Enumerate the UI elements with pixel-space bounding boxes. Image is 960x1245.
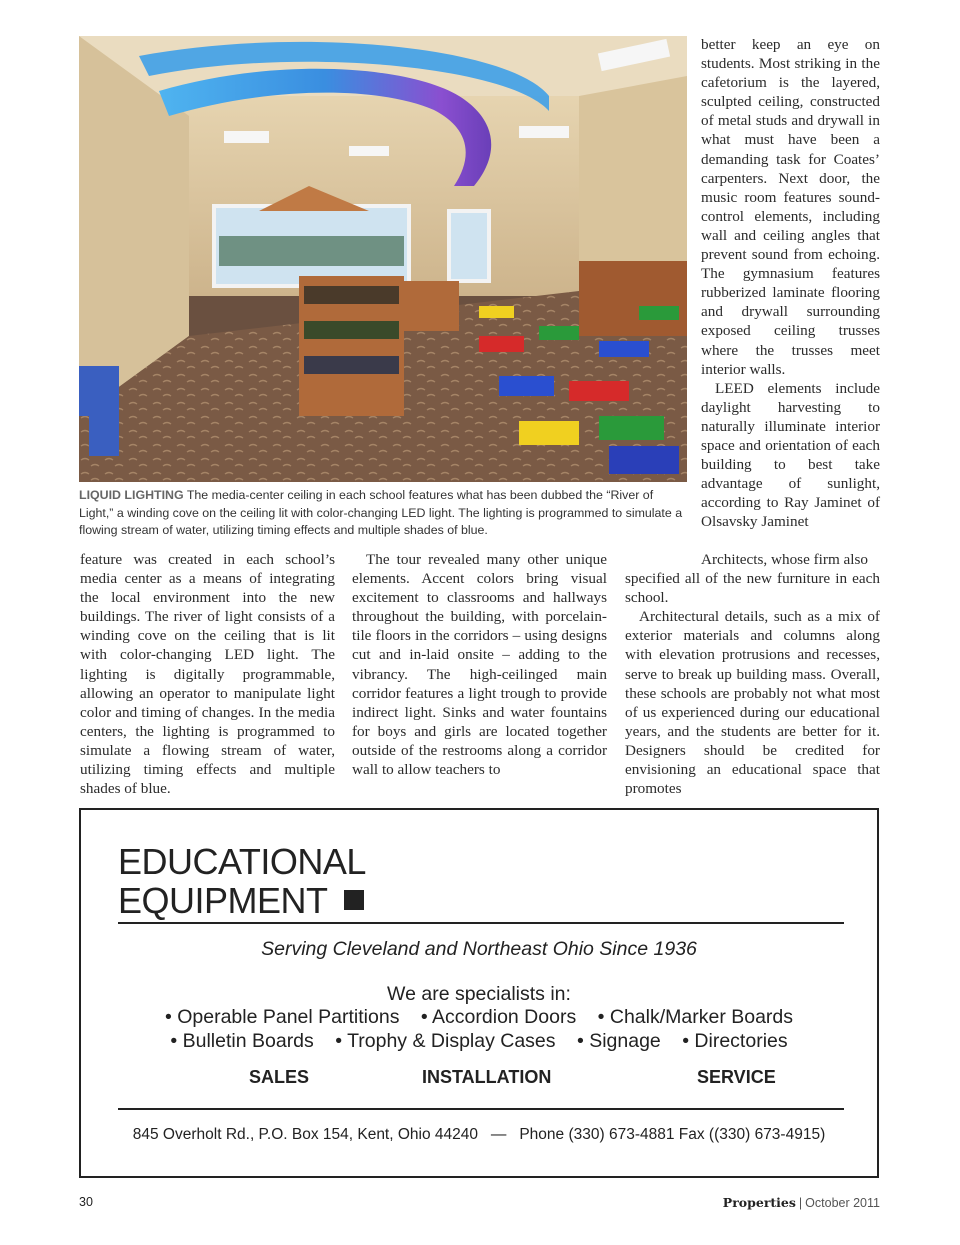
article-column-2: [352, 550, 607, 779]
ad-services-line1: [81, 1006, 877, 1029]
media-center-photo: [79, 36, 687, 482]
ad-title-line2: EQUIPMENT: [118, 880, 328, 921]
running-footer: [723, 1195, 880, 1211]
ad-service-item: • Signage: [576, 1030, 661, 1052]
ad-service-item: • Directories: [682, 1030, 788, 1052]
article-column-right-top: [701, 35, 880, 531]
photo-caption: [79, 487, 689, 540]
magazine-name: Properties: [722, 1195, 796, 1210]
article-paragraph: feature was created in each school’s media center as a means of integrating the local environment into the new buildings. The river of light consists of a winding cove on the ceiling that is lit with color-changing LED light. The lighting is digitally programmable, allowing an operator to manipulate light color and timing of changes. In the media centers, the lighting is programmed to simulate a flowing stream of water, utilizing timing effects and multiple shades of blue.: [80, 551, 335, 798]
ad-service-item: • Accordion Doors: [420, 1006, 577, 1028]
media-center-illustration: [79, 36, 687, 482]
article-paragraph: LEED elements include daylight harvesting to naturally illuminate interior space and orientation of each building to best take advantage of sunlight, according to Ray Jaminet of Olsavsky Jaminet: [701, 379, 880, 531]
article-column-3: [625, 550, 880, 798]
educational-equipment-ad: [79, 808, 879, 1178]
ad-specialists-heading: We are specialists in:: [387, 983, 571, 1005]
ad-title-line1: EDUCATIONAL: [118, 841, 366, 882]
article-paragraph: Architects, whose firm also: [701, 551, 869, 568]
page-number: 30: [79, 1195, 93, 1209]
ad-title: [118, 842, 366, 920]
ad-service-item: • Chalk/Marker Boards: [597, 1006, 794, 1028]
article-column-1: [80, 550, 335, 798]
ad-contact: 845 Overholt Rd., P.O. Box 154, Kent, Ohio 44240 — Phone (330) 673-4881 Fax ((330) 673-4915): [132, 1126, 826, 1143]
ad-service-item: • Bulletin Boards: [170, 1030, 314, 1052]
article-paragraph: better keep an eye on students. Most striking in the cafetorium is the layered, sculpted ceiling, constructed of metal studs and drywall in what must have been a demanding task for Coates’ carpenters. Next door, the music room features sound-control elements, including wall and ceiling angles that prevent sound from echoing. The gymnasium features rubberized laminate flooring and drywall surrounding exposed ceiling trusses where the trusses meet interior walls.: [701, 36, 880, 378]
ad-service-item: • Operable Panel Partitions: [164, 1006, 400, 1028]
article-paragraph: The tour revealed many other unique elements. Accent colors bring visual excitement to classrooms and hallways throughout the building, with porcelain-tile floors in the corridors – using designs cut and in-laid onsite – adding to the vibrancy. The high-ceilinged main corridor features a light trough to provide indirect light. Sinks and water fountains for boys and girls are located together outside of the restrooms along a corridor wall to allow teachers to: [352, 551, 607, 779]
article-paragraph: specified all of the new furniture in each school.: [625, 570, 880, 607]
issue-date: October 2011: [805, 1196, 880, 1210]
caption-lead: LIQUID LIGHTING: [79, 488, 184, 502]
ad-divider-bottom: [118, 1108, 844, 1110]
article-paragraph: Architectural details, such as a mix of exterior materials and columns along with elevation protrusions and recesses, serve to break up building mass. Overall, these schools are probably not what most of us experienced during our educational years, and the students are better for it. Designers should be credited for envisioning an educational space that promotes: [625, 608, 880, 798]
ad-divider-top: [118, 922, 844, 924]
ad-services-line2: [81, 1030, 877, 1053]
ad-sales-label: SALES: [249, 1067, 310, 1087]
caption-text: The media-center ceiling in each school features what has been dubbed the “River of Light,” a winding cove on the ceiling lit with color-changing LED light. The lighting is programmed to simulate a flowing stream of water, utilizing timing effects and multiple shades of blue.: [79, 488, 683, 537]
ad-tagline: Serving Cleveland and Northeast Ohio Since 1936: [261, 938, 697, 960]
ad-service-label: SERVICE: [697, 1067, 776, 1087]
square-icon: [344, 890, 364, 910]
footer-separator: |: [798, 1196, 803, 1210]
ad-service-item: • Trophy & Display Cases: [335, 1030, 556, 1052]
ad-installation-label: INSTALLATION: [422, 1067, 552, 1087]
